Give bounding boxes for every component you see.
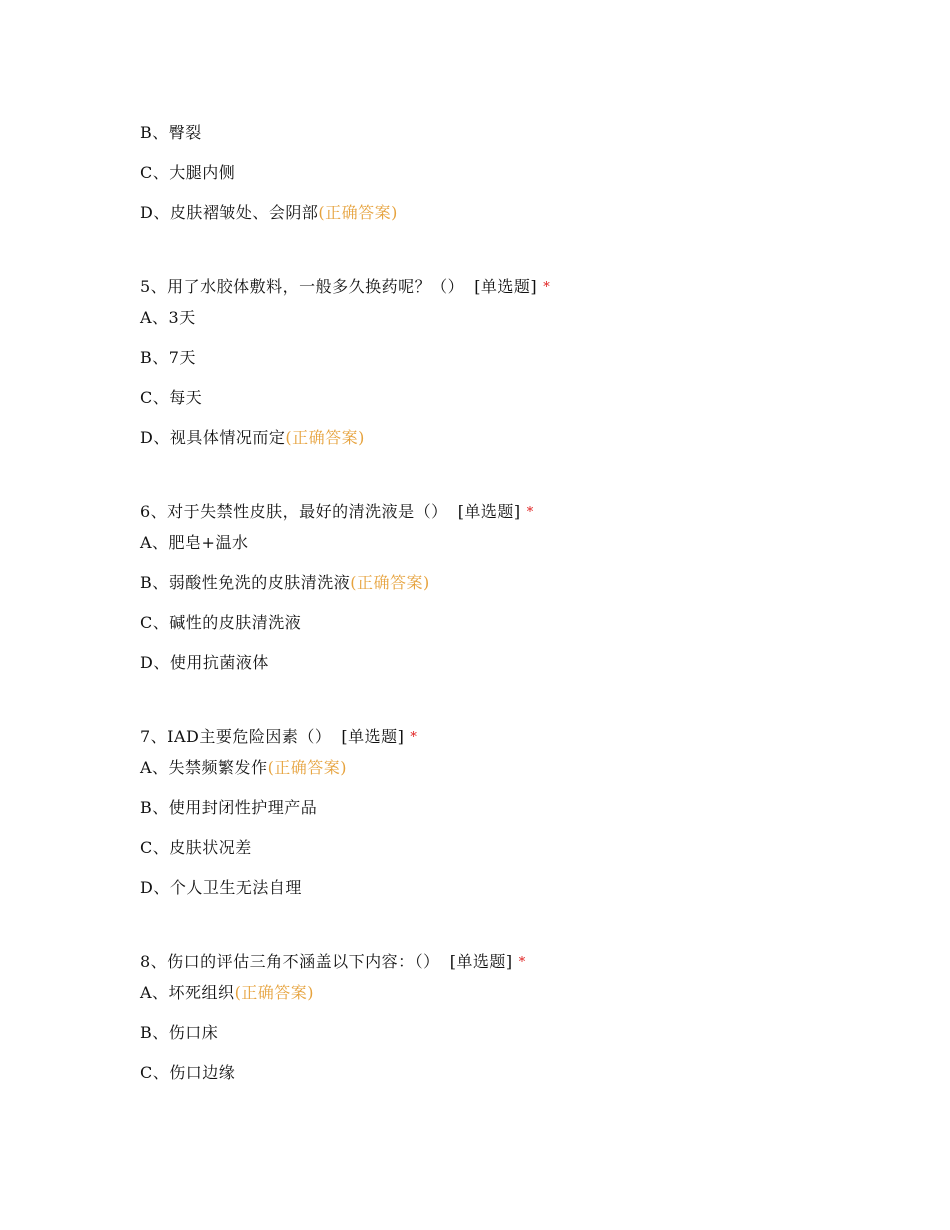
option-item (140, 427, 365, 449)
option-item (140, 162, 235, 184)
question-text: 6、对于失禁性皮肤，最好的清洗液是（） (140, 502, 448, 521)
required-mark: * (518, 955, 526, 970)
required-mark: * (526, 505, 534, 520)
option-item (140, 387, 202, 409)
option-item (140, 122, 202, 144)
option-item (140, 307, 196, 329)
question-text: 8、伤口的评估三角不涵盖以下内容：（） (140, 952, 440, 971)
question-type: [单选题] (474, 277, 538, 296)
question-title (140, 951, 526, 974)
option-text: B、伤口床 (140, 1023, 219, 1042)
option-text: D、视具体情况而定 (140, 428, 286, 447)
option-text: A、肥皂+温水 (140, 533, 249, 552)
question-title (140, 501, 534, 524)
option-text: A、失禁频繁发作 (140, 758, 268, 777)
option-item (140, 572, 430, 594)
option-item (140, 982, 314, 1004)
option-item (140, 757, 347, 779)
option-text: C、碱性的皮肤清洗液 (140, 613, 302, 632)
option-item (140, 837, 252, 859)
option-item (140, 797, 317, 819)
option-item (140, 1022, 218, 1044)
option-text: C、每天 (140, 388, 203, 407)
required-mark: * (543, 280, 551, 295)
question-type: [单选题] (341, 727, 405, 746)
question-type: [单选题] (449, 952, 513, 971)
correct-answer-tag: (正确答案) (350, 573, 430, 592)
option-item (140, 532, 248, 554)
correct-answer-tag: (正确答案) (267, 758, 348, 777)
option-text: D、皮肤褶皱处、会阴部 (140, 203, 319, 222)
required-mark: * (410, 730, 418, 745)
option-item (140, 652, 269, 674)
question-text: 5、用了水胶体敷料，一般多久换药呢？（） (140, 277, 465, 296)
option-text: B、臀裂 (140, 123, 202, 142)
option-text: A、坏死组织 (140, 983, 235, 1002)
question-title (140, 276, 550, 299)
correct-answer-tag: (正确答案) (285, 428, 365, 447)
option-item (140, 1062, 235, 1084)
option-text: D、个人卫生无法自理 (140, 878, 302, 897)
option-item (140, 347, 196, 369)
correct-answer-tag: (正确答案) (318, 203, 398, 222)
option-item (140, 612, 301, 634)
option-text: B、7天 (140, 348, 196, 367)
option-text: B、弱酸性免洗的皮肤清洗液 (140, 573, 351, 592)
option-text: A、3天 (140, 308, 196, 327)
option-text: C、伤口边缘 (140, 1063, 236, 1082)
option-item (140, 202, 398, 224)
question-type: [单选题] (457, 502, 521, 521)
option-text: B、使用封闭性护理产品 (140, 798, 318, 817)
question-title (140, 726, 417, 749)
option-item (140, 877, 302, 899)
question-text: 7、IAD主要危险因素（） (140, 727, 332, 746)
option-text: C、皮肤状况差 (140, 838, 252, 857)
correct-answer-tag: (正确答案) (234, 983, 315, 1002)
option-text: C、大腿内侧 (140, 163, 236, 182)
option-text: D、使用抗菌液体 (140, 653, 269, 672)
